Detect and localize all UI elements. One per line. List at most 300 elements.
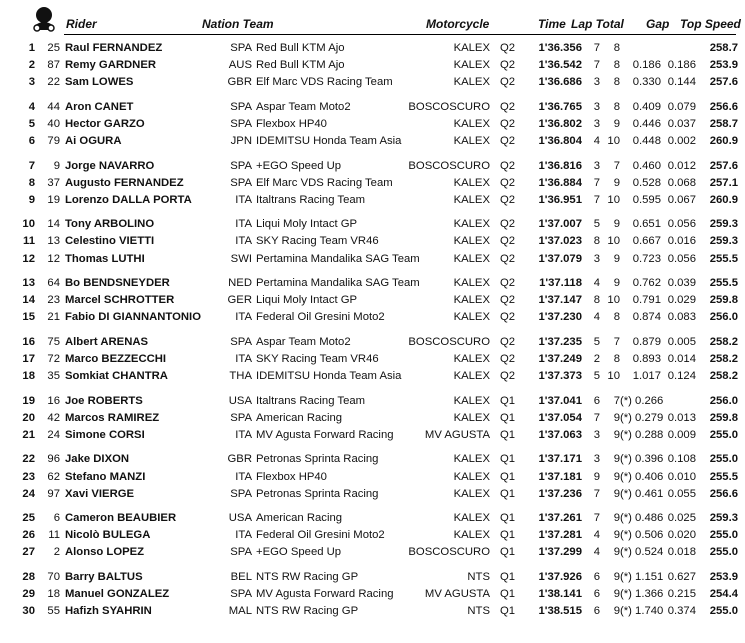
lap-cell: 7 bbox=[593, 512, 600, 525]
position-cell: 27 bbox=[22, 546, 35, 559]
lap-time-cell: 1'37.236 bbox=[538, 487, 582, 500]
position-cell: 18 bbox=[22, 370, 35, 383]
nation-cell: GER bbox=[227, 294, 252, 307]
lap-time-cell: 1'37.054 bbox=[538, 411, 582, 424]
table-row bbox=[0, 192, 745, 209]
gap-previous-cell: 0.627 bbox=[667, 571, 696, 584]
rider-name-cell: Stefano MANZI bbox=[65, 470, 146, 483]
top-speed-cell: 259.8 bbox=[709, 411, 738, 424]
rider-number-cell: 97 bbox=[47, 487, 60, 500]
position-cell: 13 bbox=[22, 277, 35, 290]
total-laps-cell: 10 bbox=[607, 134, 620, 147]
position-cell: 1 bbox=[28, 42, 35, 54]
rider-number-cell: 79 bbox=[47, 134, 60, 147]
rider-name-cell: Hector GARZO bbox=[65, 117, 145, 130]
top-speed-cell: 258.7 bbox=[709, 42, 738, 54]
gap-first-cell: 1.017 bbox=[632, 370, 661, 383]
lap-time-cell: 1'37.181 bbox=[538, 470, 582, 483]
position-cell: 16 bbox=[22, 335, 35, 348]
gap-previous-cell: 0.029 bbox=[667, 294, 696, 307]
team-cell: Federal Oil Gresini Moto2 bbox=[256, 311, 385, 324]
nation-cell: BEL bbox=[230, 571, 252, 584]
nation-cell: USA bbox=[228, 512, 252, 525]
session-cell: Q1 bbox=[500, 571, 516, 584]
table-row bbox=[0, 510, 745, 527]
lap-cell: 4 bbox=[593, 134, 600, 147]
gap-first-cell: 0.460 bbox=[632, 159, 661, 172]
table-row bbox=[0, 586, 745, 603]
nation-cell: SPA bbox=[230, 546, 252, 559]
rider-name-cell: Marcos RAMIREZ bbox=[65, 411, 160, 424]
table-row bbox=[0, 309, 745, 326]
rider-name-cell: Lorenzo DALLA PORTA bbox=[65, 193, 192, 206]
lap-time-cell: 1'36.804 bbox=[538, 134, 582, 147]
table-row bbox=[0, 275, 745, 292]
total-laps-cell: 9 bbox=[613, 529, 620, 542]
session-cell: Q2 bbox=[500, 235, 516, 248]
team-cell: Petronas Sprinta Racing bbox=[256, 487, 379, 500]
rider-number-cell: 96 bbox=[47, 453, 60, 466]
session-cell: Q1 bbox=[500, 411, 516, 424]
session-cell: Q1 bbox=[500, 453, 516, 466]
team-cell: Italtrans Racing Team bbox=[256, 193, 366, 206]
top-speed-cell: 260.9 bbox=[709, 193, 738, 206]
position-cell: 9 bbox=[28, 193, 35, 206]
lap-cell: 3 bbox=[593, 159, 600, 172]
top-speed-cell: 255.5 bbox=[709, 470, 738, 483]
rider-number-cell: 37 bbox=[47, 176, 60, 189]
top-speed-cell: 257.1 bbox=[709, 176, 738, 189]
lap-cell: 6 bbox=[593, 605, 600, 618]
total-laps-cell: 10 bbox=[607, 294, 620, 307]
session-cell: Q1 bbox=[500, 394, 516, 407]
gap-previous-cell: 0.144 bbox=[667, 76, 696, 89]
gap-previous-cell: 0.025 bbox=[667, 512, 696, 525]
rider-number-cell: 44 bbox=[47, 100, 60, 113]
motorcycle-cell: KALEX bbox=[453, 277, 490, 290]
gap-first-cell: (*) 0.486 bbox=[620, 512, 664, 525]
gap-previous-cell: 0.056 bbox=[667, 218, 696, 231]
gap-previous-cell: 0.067 bbox=[667, 193, 696, 206]
gap-first-cell: 0.409 bbox=[632, 100, 661, 113]
nation-cell: AUS bbox=[228, 59, 252, 72]
rider-name-cell: Bo BENDSNEYDER bbox=[65, 277, 170, 290]
gap-header: Gap bbox=[646, 17, 670, 31]
session-cell: Q1 bbox=[500, 546, 516, 559]
motorcycle-cell: KALEX bbox=[453, 487, 490, 500]
motorcycle-header: Motorcycle bbox=[426, 17, 490, 31]
rider-name-cell: Simone CORSI bbox=[65, 428, 145, 441]
gap-first-cell: 0.528 bbox=[632, 176, 661, 189]
gap-previous-cell: 0.108 bbox=[667, 453, 696, 466]
session-cell: Q2 bbox=[500, 59, 516, 72]
position-cell: 19 bbox=[22, 394, 35, 407]
motorcycle-cell: KALEX bbox=[453, 411, 490, 424]
motorcycle-cell: KALEX bbox=[453, 311, 490, 324]
gap-previous-cell: 0.039 bbox=[667, 277, 696, 290]
total-laps-cell: 9 bbox=[613, 176, 620, 189]
total-laps-cell: 10 bbox=[607, 370, 620, 383]
gap-first-cell: (*) 0.266 bbox=[620, 394, 664, 407]
rider-number-cell: 18 bbox=[47, 588, 60, 601]
rider-header: Rider bbox=[66, 17, 97, 31]
group-spacer bbox=[0, 268, 745, 276]
total-laps-cell: 9 bbox=[613, 453, 620, 466]
nation-cell: ITA bbox=[235, 353, 252, 365]
rider-number-cell: 24 bbox=[47, 428, 60, 441]
gap-first-cell: 0.446 bbox=[632, 117, 661, 130]
rider-number-cell: 75 bbox=[47, 335, 60, 348]
table-row bbox=[0, 351, 745, 368]
gap-first-cell: 0.667 bbox=[632, 235, 661, 248]
position-cell: 8 bbox=[28, 176, 35, 189]
team-cell: SKY Racing Team VR46 bbox=[256, 235, 379, 248]
top-speed-cell: 255.0 bbox=[709, 546, 738, 559]
gap-first-cell: (*) 0.279 bbox=[620, 411, 664, 424]
gap-previous-cell: 0.037 bbox=[667, 117, 696, 130]
lap-time-cell: 1'37.230 bbox=[538, 311, 582, 324]
gap-first-cell: 0.874 bbox=[632, 311, 661, 324]
table-row bbox=[0, 233, 745, 250]
top-speed-cell: 259.3 bbox=[709, 512, 738, 525]
total-laps-cell: 9 bbox=[613, 411, 620, 424]
rider-name-cell: Marco BEZZECCHI bbox=[65, 353, 167, 365]
team-cell: Federal Oil Gresini Moto2 bbox=[256, 529, 385, 542]
team-cell: SKY Racing Team VR46 bbox=[256, 353, 379, 365]
table-row bbox=[0, 427, 745, 444]
rider-number-cell: 87 bbox=[47, 59, 60, 72]
total-laps-cell: 8 bbox=[613, 76, 620, 89]
rider-number-cell: 9 bbox=[53, 159, 60, 172]
session-cell: Q2 bbox=[500, 311, 516, 324]
top-speed-cell: 259.8 bbox=[709, 294, 738, 307]
motorcycle-cell: KALEX bbox=[453, 134, 490, 147]
lap-cell: 3 bbox=[593, 76, 600, 89]
rider-number-cell: 62 bbox=[47, 470, 60, 483]
rider-name-cell: Remy GARDNER bbox=[65, 59, 157, 72]
session-cell: Q2 bbox=[500, 277, 516, 290]
team-cell: IDEMITSU Honda Team Asia bbox=[256, 370, 402, 383]
time-header: Time bbox=[538, 17, 566, 31]
lap-time-cell: 1'38.515 bbox=[538, 605, 582, 618]
rider-name-cell: Somkiat CHANTRA bbox=[65, 370, 168, 383]
team-cell: Pertamina Mandalika SAG Team bbox=[256, 277, 420, 290]
nation-cell: SPA bbox=[230, 100, 252, 113]
rider-number-cell: 21 bbox=[47, 311, 60, 324]
nation-cell: USA bbox=[228, 394, 252, 407]
motorcycle-cell: KALEX bbox=[453, 453, 490, 466]
lap-time-cell: 1'36.802 bbox=[538, 117, 582, 130]
lap-time-cell: 1'37.249 bbox=[538, 353, 582, 365]
rider-number-cell: 22 bbox=[47, 76, 60, 89]
lap-cell: 4 bbox=[593, 546, 600, 559]
rider-number-cell: 25 bbox=[47, 42, 60, 54]
rider-number-cell: 19 bbox=[47, 193, 60, 206]
rider-name-cell: Jorge NAVARRO bbox=[65, 159, 155, 172]
rider-name-cell: Aron CANET bbox=[65, 100, 134, 113]
gap-first-cell: 0.448 bbox=[632, 134, 661, 147]
motorcycle-cell: KALEX bbox=[453, 218, 490, 231]
session-cell: Q1 bbox=[500, 588, 516, 601]
session-cell: Q2 bbox=[500, 134, 516, 147]
position-cell: 23 bbox=[22, 470, 35, 483]
gap-previous-cell: 0.068 bbox=[667, 176, 696, 189]
position-cell: 12 bbox=[22, 252, 35, 265]
team-cell: Italtrans Racing Team bbox=[256, 394, 366, 407]
rider-number-cell: 23 bbox=[47, 294, 60, 307]
team-cell: MV Agusta Forward Racing bbox=[256, 588, 394, 601]
gap-previous-cell: 0.014 bbox=[667, 353, 696, 365]
motorcycle-cell: MV AGUSTA bbox=[424, 428, 490, 441]
lap-cell: 5 bbox=[593, 370, 600, 383]
top-speed-cell: 258.7 bbox=[709, 117, 738, 130]
nation-cell: SWI bbox=[230, 252, 252, 265]
gap-first-cell: 0.762 bbox=[632, 277, 661, 290]
rider-name-cell: Raul FERNANDEZ bbox=[65, 42, 163, 54]
position-cell: 25 bbox=[22, 512, 35, 525]
results-table bbox=[0, 40, 745, 620]
total-laps-cell: 8 bbox=[613, 42, 620, 54]
motorcycle-cell: NTS bbox=[467, 571, 490, 584]
position-cell: 28 bbox=[22, 571, 35, 584]
nation-cell: SPA bbox=[230, 117, 252, 130]
table-row bbox=[0, 251, 745, 268]
rider-name-cell: Fabio DI GIANNANTONIO bbox=[65, 311, 201, 324]
team-cell: Elf Marc VDS Racing Team bbox=[256, 76, 393, 89]
total-laps-cell: 8 bbox=[613, 311, 620, 324]
lap-cell: 3 bbox=[593, 117, 600, 130]
lap-time-cell: 1'37.281 bbox=[538, 529, 582, 542]
lap-cell: 7 bbox=[593, 42, 600, 54]
top-speed-cell: 258.2 bbox=[709, 335, 738, 348]
nation-cell: THA bbox=[229, 370, 252, 383]
session-cell: Q1 bbox=[500, 605, 516, 618]
position-cell: 14 bbox=[22, 294, 35, 307]
table-row bbox=[0, 469, 745, 486]
top-speed-cell: 256.0 bbox=[709, 311, 738, 324]
total-laps-cell: 7 bbox=[613, 394, 620, 407]
motorcycle-cell: NTS bbox=[467, 605, 490, 618]
lap-cell: 4 bbox=[593, 311, 600, 324]
session-cell: Q2 bbox=[500, 252, 516, 265]
lap-time-cell: 1'36.356 bbox=[538, 42, 582, 54]
total-laps-cell: 7 bbox=[613, 335, 620, 348]
rider-number-cell: 16 bbox=[47, 394, 60, 407]
motorcycle-cell: KALEX bbox=[453, 529, 490, 542]
total-laps-cell: 9 bbox=[613, 428, 620, 441]
position-cell: 4 bbox=[28, 100, 35, 113]
rider-name-cell: Marcel SCHROTTER bbox=[65, 294, 175, 307]
team-cell: NTS RW Racing GP bbox=[256, 571, 359, 584]
lap-cell: 3 bbox=[593, 453, 600, 466]
team-cell: American Racing bbox=[256, 512, 343, 525]
lap-time-cell: 1'36.542 bbox=[538, 59, 582, 72]
lap-time-cell: 1'37.023 bbox=[538, 235, 582, 248]
position-cell: 7 bbox=[28, 159, 35, 172]
rider-name-cell: Alonso LOPEZ bbox=[65, 546, 145, 559]
team-cell: IDEMITSU Honda Team Asia bbox=[256, 134, 402, 147]
lap-time-cell: 1'36.816 bbox=[538, 159, 582, 172]
table-row bbox=[0, 544, 745, 561]
rider-number-cell: 6 bbox=[53, 512, 60, 525]
lap-time-cell: 1'37.079 bbox=[538, 252, 582, 265]
rider-name-cell: Ai OGURA bbox=[65, 134, 122, 147]
lap-cell: 7 bbox=[593, 59, 600, 72]
top-speed-cell: 255.0 bbox=[709, 529, 738, 542]
group-spacer bbox=[0, 326, 745, 334]
motorcycle-cell: KALEX bbox=[453, 76, 490, 89]
nation-cell: JPN bbox=[230, 134, 252, 147]
lap-time-cell: 1'37.235 bbox=[538, 335, 582, 348]
lap-cell: 3 bbox=[593, 100, 600, 113]
gap-previous-cell: 0.012 bbox=[667, 159, 696, 172]
gap-previous-cell: 0.020 bbox=[667, 529, 696, 542]
total-laps-cell: 10 bbox=[607, 235, 620, 248]
lap-time-cell: 1'37.118 bbox=[539, 277, 582, 290]
team-cell: Liqui Moly Intact GP bbox=[256, 294, 358, 307]
top-speed-cell: 256.6 bbox=[709, 487, 738, 500]
group-spacer bbox=[0, 150, 745, 158]
gap-previous-cell: 0.055 bbox=[667, 487, 696, 500]
table-row bbox=[0, 410, 745, 427]
position-cell: 26 bbox=[22, 529, 35, 542]
session-cell: Q2 bbox=[500, 42, 516, 54]
team-cell: NTS RW Racing GP bbox=[256, 605, 359, 618]
top-speed-cell: 259.3 bbox=[709, 235, 738, 248]
gap-previous-cell: 0.079 bbox=[667, 100, 696, 113]
team-cell: American Racing bbox=[256, 411, 343, 424]
gap-first-cell: (*) 0.506 bbox=[620, 529, 664, 542]
gap-previous-cell: 0.056 bbox=[667, 252, 696, 265]
rider-name-cell: Sam LOWES bbox=[65, 76, 134, 89]
session-cell: Q2 bbox=[500, 193, 516, 206]
nation-cell: SPA bbox=[230, 159, 252, 172]
session-cell: Q2 bbox=[500, 100, 516, 113]
motorcycle-cell: KALEX bbox=[453, 294, 490, 307]
motorcycle-cell: KALEX bbox=[453, 394, 490, 407]
lap-time-cell: 1'36.765 bbox=[538, 100, 582, 113]
position-cell: 15 bbox=[22, 311, 35, 324]
top-speed-cell: 257.6 bbox=[709, 159, 738, 172]
position-cell: 6 bbox=[28, 134, 35, 147]
nation-cell: ITA bbox=[235, 193, 252, 206]
motorcycle-cell: BOSCOSCURO bbox=[408, 335, 490, 348]
gap-first-cell: (*) 1.740 bbox=[620, 605, 664, 618]
position-cell: 20 bbox=[22, 411, 35, 424]
session-cell: Q1 bbox=[500, 512, 516, 525]
motorcycle-cell: KALEX bbox=[453, 42, 490, 54]
team-cell: Aspar Team Moto2 bbox=[256, 335, 351, 348]
top-speed-cell: 258.2 bbox=[709, 353, 738, 365]
total-laps-cell: 9 bbox=[613, 605, 620, 618]
lap-cell: 3 bbox=[593, 252, 600, 265]
position-cell: 24 bbox=[22, 487, 35, 500]
gap-first-cell: 0.723 bbox=[632, 252, 661, 265]
session-cell: Q2 bbox=[500, 353, 516, 365]
team-cell: Red Bull KTM Ajo bbox=[256, 59, 345, 72]
total-laps-cell: 9 bbox=[613, 470, 620, 483]
lap-cell: 4 bbox=[593, 277, 600, 290]
position-cell: 3 bbox=[28, 76, 35, 89]
team-cell: Petronas Sprinta Racing bbox=[256, 453, 379, 466]
position-cell: 17 bbox=[22, 353, 35, 365]
top-speed-cell: 253.9 bbox=[709, 571, 738, 584]
rider-name-cell: Augusto FERNANDEZ bbox=[65, 176, 184, 189]
nation-cell: ITA bbox=[235, 470, 252, 483]
table-row bbox=[0, 216, 745, 233]
motorcycle-cell: BOSCOSCURO bbox=[408, 100, 490, 113]
session-cell: Q1 bbox=[500, 428, 516, 441]
total-laps-cell: 7 bbox=[613, 159, 620, 172]
position-cell: 2 bbox=[28, 59, 35, 72]
table-row bbox=[0, 486, 745, 503]
gap-previous-cell: 0.009 bbox=[667, 428, 696, 441]
rider-name-cell: Xavi VIERGE bbox=[65, 487, 135, 500]
session-cell: Q2 bbox=[500, 294, 516, 307]
table-row bbox=[0, 569, 745, 586]
lap-time-cell: 1'37.007 bbox=[538, 218, 582, 231]
team-cell: Pertamina Mandalika SAG Team bbox=[256, 252, 420, 265]
nation-cell: SPA bbox=[230, 411, 252, 424]
team-cell: Red Bull KTM Ajo bbox=[256, 42, 345, 54]
gap-first-cell: (*) 0.524 bbox=[620, 546, 664, 559]
rider-name-cell: Barry BALTUS bbox=[65, 571, 143, 584]
gap-first-cell: (*) 1.366 bbox=[620, 588, 664, 601]
rider-number-cell: 11 bbox=[48, 529, 60, 542]
top-speed-cell: 258.2 bbox=[709, 370, 738, 383]
lap-time-cell: 1'36.686 bbox=[538, 76, 582, 89]
rider-name-cell: Albert ARENAS bbox=[65, 335, 149, 348]
lap-cell: 7 bbox=[593, 176, 600, 189]
gap-first-cell: 0.651 bbox=[632, 218, 661, 231]
position-cell: 10 bbox=[22, 218, 35, 231]
table-row bbox=[0, 133, 745, 150]
session-cell: Q1 bbox=[500, 487, 516, 500]
lap-time-cell: 1'38.141 bbox=[538, 588, 582, 601]
lap-cell: 8 bbox=[593, 235, 600, 248]
lap-cell: 2 bbox=[593, 353, 600, 365]
total-laps-cell: 8 bbox=[613, 353, 620, 365]
rider-number-cell: 12 bbox=[47, 252, 60, 265]
gap-previous-cell: 0.215 bbox=[667, 588, 696, 601]
rider-number-cell: 72 bbox=[47, 353, 60, 365]
gap-first-cell: (*) 0.461 bbox=[620, 487, 664, 500]
position-cell: 11 bbox=[23, 235, 35, 248]
team-cell: Liqui Moly Intact GP bbox=[256, 218, 358, 231]
rider-name-cell: Cameron BEAUBIER bbox=[65, 512, 177, 525]
top-speed-cell: 255.0 bbox=[709, 428, 738, 441]
top-speed-cell: 257.6 bbox=[709, 76, 738, 89]
total-laps-cell: 9 bbox=[613, 218, 620, 231]
table-row bbox=[0, 292, 745, 309]
motorcycle-rider-icon bbox=[30, 6, 58, 32]
gap-first-cell: 0.879 bbox=[632, 335, 661, 348]
gap-previous-cell: 0.016 bbox=[667, 235, 696, 248]
team-cell: Aspar Team Moto2 bbox=[256, 100, 351, 113]
rider-number-cell: 42 bbox=[47, 411, 60, 424]
session-cell: Q1 bbox=[500, 470, 516, 483]
lap-cell: 7 bbox=[593, 411, 600, 424]
lap-time-cell: 1'37.926 bbox=[538, 571, 582, 584]
gap-first-cell: (*) 0.288 bbox=[620, 428, 664, 441]
top-speed-cell: 255.0 bbox=[709, 605, 738, 618]
gap-first-cell: (*) 0.406 bbox=[620, 470, 664, 483]
total-laps-cell: 9 bbox=[613, 277, 620, 290]
motorcycle-cell: KALEX bbox=[453, 59, 490, 72]
lap-time-cell: 1'37.063 bbox=[538, 428, 582, 441]
total-laps-cell: 9 bbox=[613, 588, 620, 601]
top-speed-header: Top Speed bbox=[680, 17, 741, 31]
